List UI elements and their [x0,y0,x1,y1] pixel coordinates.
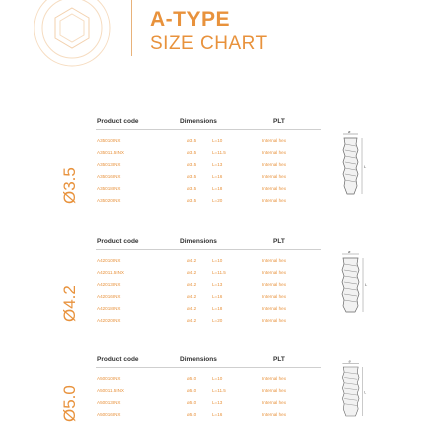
dimension-length: L=13 [212,400,223,405]
plt-type: Internal hex [262,306,287,311]
product-code: A35010INX [97,138,121,143]
dimension-diameter: ø5.0 [187,412,197,417]
dimension-length: L=18 [212,306,223,311]
header-rule [96,129,321,130]
product-code: A35016INX [97,174,121,179]
dimension-diameter: ø4.2 [187,294,197,299]
dimension-diameter: ø4.2 [187,258,197,263]
plt-type: Internal hex [262,138,287,143]
plt-type: Internal hex [262,162,287,167]
product-code: A35013INX [97,162,121,167]
dimension-length: L=16 [212,412,223,417]
implant-length-symbol: L [364,164,367,169]
plt-type: Internal hex [262,400,287,405]
product-code: A35018INX [97,186,121,191]
product-code: A50011.5INX [97,388,124,393]
product-code: A35011.5INX [97,150,124,155]
dimension-diameter: ø5.0 [187,400,197,405]
dimension-diameter: ø5.0 [187,376,197,381]
dimension-length: L=13 [212,162,223,167]
header-divider [131,0,132,56]
product-code: A35020INX [97,198,121,203]
dimension-length: L=16 [212,174,223,179]
brand-logo-icon [34,0,116,70]
plt-type: Internal hex [262,376,287,381]
implant-drawing-icon [332,130,372,210]
header-plt: PLT [273,118,285,125]
dimension-length: L=20 [212,318,223,323]
section-diameter-label: Ø5.0 [60,385,79,422]
product-code: A42011.5INX [97,270,124,275]
implant-drawing-icon [332,250,372,330]
dimension-length: L=16 [212,294,223,299]
product-code: A42013INX [97,282,121,287]
dimension-diameter: ø3.5 [187,174,197,179]
dimension-diameter: ø3.5 [187,150,197,155]
page-subtitle: SIZE CHART [150,33,268,54]
plt-type: Internal hex [262,294,287,299]
implant-diameter-symbol: ø [348,250,351,254]
header-product-code: Product code [97,118,139,125]
product-code: A50013INX [97,400,121,405]
dimension-diameter: ø4.2 [187,270,197,275]
product-code: A42018INX [97,306,121,311]
dimension-diameter: ø4.2 [187,318,197,323]
dimension-diameter: ø3.5 [187,198,197,203]
dimension-diameter: ø5.0 [187,388,197,393]
dimension-length: L=11.5 [212,270,226,275]
dimension-length: L=18 [212,186,223,191]
plt-type: Internal hex [262,258,287,263]
product-code: A42010INX [97,258,121,263]
dimension-length: L=10 [212,376,223,381]
implant-length-symbol: L [365,282,368,287]
header-product-code: Product code [97,356,139,363]
page-title: A-TYPE [150,8,231,31]
section-diameter-label: Ø3.5 [60,167,79,204]
plt-type: Internal hex [262,412,287,417]
dimension-diameter: ø3.5 [187,186,197,191]
plt-type: Internal hex [262,388,287,393]
header-dimensions: Dimensions [180,118,217,125]
dimension-diameter: ø4.2 [187,306,197,311]
header-rule [96,367,321,368]
dimension-diameter: ø4.2 [187,282,197,287]
product-code: A50016INX [97,412,121,417]
plt-type: Internal hex [262,174,287,179]
header-plt: PLT [273,238,285,245]
dimension-length: L=20 [212,198,223,203]
dimension-length: L=11.5 [212,150,226,155]
product-code: A50010INX [97,376,121,381]
dimension-length: L=11.5 [212,388,226,393]
plt-type: Internal hex [262,198,287,203]
header-dimensions: Dimensions [180,356,217,363]
plt-type: Internal hex [262,318,287,323]
section-diameter-label: Ø4.2 [60,285,79,322]
product-code: A42016INX [97,294,121,299]
implant-drawing-icon [332,360,372,430]
product-code: A42020INX [97,318,121,323]
implant-diameter-symbol: ø [348,130,351,134]
implant-diameter-symbol: ø [348,360,351,364]
header-rule [96,249,321,250]
dimension-diameter: ø3.5 [187,138,197,143]
plt-type: Internal hex [262,282,287,287]
dimension-length: L=13 [212,282,223,287]
header-product-code: Product code [97,238,139,245]
plt-type: Internal hex [262,150,287,155]
dimension-length: L=10 [212,138,223,143]
plt-type: Internal hex [262,186,287,191]
dimension-diameter: ø3.5 [187,162,197,167]
dimension-length: L=10 [212,258,223,263]
plt-type: Internal hex [262,270,287,275]
header-dimensions: Dimensions [180,238,217,245]
header-plt: PLT [273,356,285,363]
implant-length-symbol: L [364,390,367,395]
